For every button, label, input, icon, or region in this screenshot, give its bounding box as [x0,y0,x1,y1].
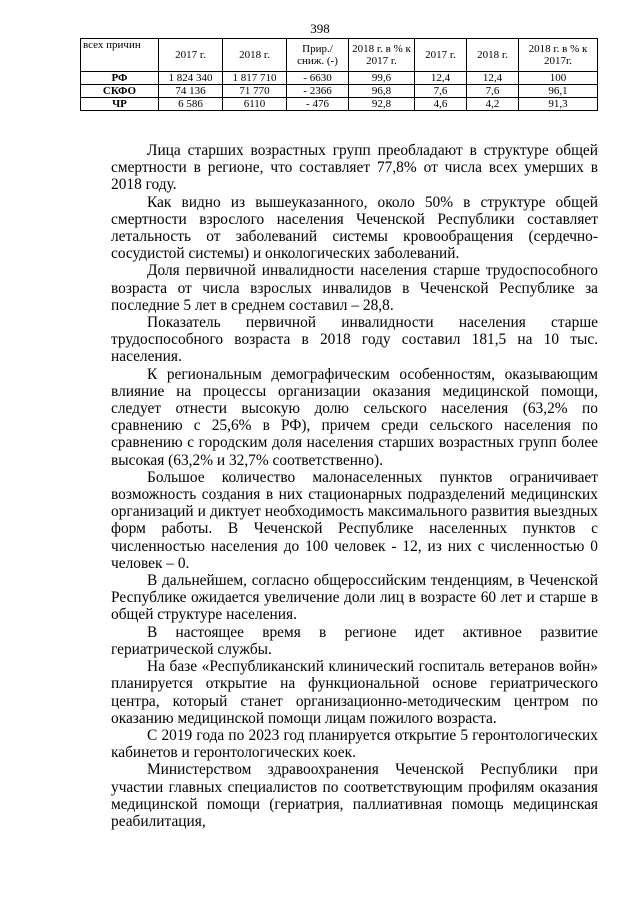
table-header-cell: 2017 г. [159,39,223,72]
table-header-cell: 2018 г. [467,39,519,72]
table-cell: - 476 [287,98,349,111]
body-text [111,142,598,830]
table-row-label: СКФО [81,85,159,98]
paragraph: В дальнейшем, согласно общероссийским тенденциям, в Чеченской Республике ожидается увеличение доли лиц в возрасте 60 лет и старше в общей структуре населения. [111,572,598,624]
paragraph: Показатель первичной инвалидности населения старше трудоспособного возраста в 2018 году составил 181,5 на 10 тыс. населения. [111,314,598,366]
paragraph: Министерством здравоохранения Чеченской Республики при участии главных специалистов по соответствующим профилям оказания медицинской помощи (гериатрия, паллиативная помощь медицинская реабилитация, [111,761,598,830]
paragraph: Большое количество малонаселенных пунктов ограничивает возможность создания в них стационарных подразделений медицинских организаций и диктует необходимость максимального развития выездных форм работы. В Чеченской Республике населенных пунктов с численностью населения до 100 человек - 12, из них с численностью 0 человек – 0. [111,468,598,572]
paragraph: С 2019 года по 2023 год планируется открытие 5 геронтологических кабинетов и геронтологических коек. [111,726,598,762]
table-cell: 71 770 [223,85,287,98]
table-cell: 12,4 [467,72,519,85]
table-cell: 4,2 [467,98,519,111]
table-header-row [81,39,598,72]
table-header-cell: Прир./ сниж. (-) [287,39,349,72]
paragraph: Доля первичной инвалидности населения старше трудоспособного возраста от числа взрослых инвалидов в Чеченской Республике за последние 5 лет в среднем составил – 28,8. [111,262,598,314]
table-cell: 6 586 [159,98,223,111]
table-cell: 99,6 [349,72,415,85]
paragraph: На базе «Республиканский клинический госпиталь ветеранов войн» планируется открытие на функциональной основе гериатрического центра, который станет организационно-методическим центром по оказанию медицинской помощи лицам пожилого возраста. [111,658,598,727]
table-cell: 92,8 [349,98,415,111]
table-cell: 96,8 [349,85,415,98]
table-header-cell: 2018 г. в % к 2017г. [519,39,598,72]
table-header-cell: всех причин [81,39,159,72]
table-header-cell: 2018 г. в % к 2017 г. [349,39,415,72]
table-header-cell: 2017 г. [415,39,467,72]
table-row [81,72,598,85]
table-cell: - 6630 [287,72,349,85]
table-header-cell: 2018 г. [223,39,287,72]
table-row-label: РФ [81,72,159,85]
table-cell: 7,6 [415,85,467,98]
table-row [81,85,598,98]
table-cell: 96,1 [519,85,598,98]
paragraph: Как видно из вышеуказанного, около 50% в структуре общей смертности взрослого населения Чеченской Республики составляет летальность от заболеваний системы кровообращения (сердечно-сосудистой системы) и онкологических заболеваний. [111,193,598,263]
table-row [81,98,598,111]
paragraph: В настоящее время в регионе идет активное развитие гериатрической службы. [111,623,598,658]
paragraph: К региональным демографическим особенностям, оказывающим влияние на процессы организации оказания медицинской помощи, следует отнести высокую долю сельского населения (63,2% по сравнению с 25,6% в РФ), причем среди сельского населения по сравнению с городским доля населения старших возрастных групп более высокая (63,2% и 32,7% соответственно). [111,365,598,469]
table-cell: 91,3 [519,98,598,111]
table-cell: 74 136 [159,85,223,98]
table-cell: - 2366 [287,85,349,98]
table-cell: 100 [519,72,598,85]
page-number: 398 [310,21,330,36]
table-cell: 1 817 710 [223,72,287,85]
table-cell: 6110 [223,98,287,111]
table-row-label: ЧР [81,98,159,111]
table-cell: 7,6 [467,85,519,98]
paragraph: Лица старших возрастных групп преобладают в структуре общей смертности в регионе, что составляет 77,8% от числа всех умерших в 2018 году. [111,142,598,194]
mortality-table [80,38,598,111]
table-cell: 4,6 [415,98,467,111]
table-cell: 1 824 340 [159,72,223,85]
table-cell: 12,4 [415,72,467,85]
